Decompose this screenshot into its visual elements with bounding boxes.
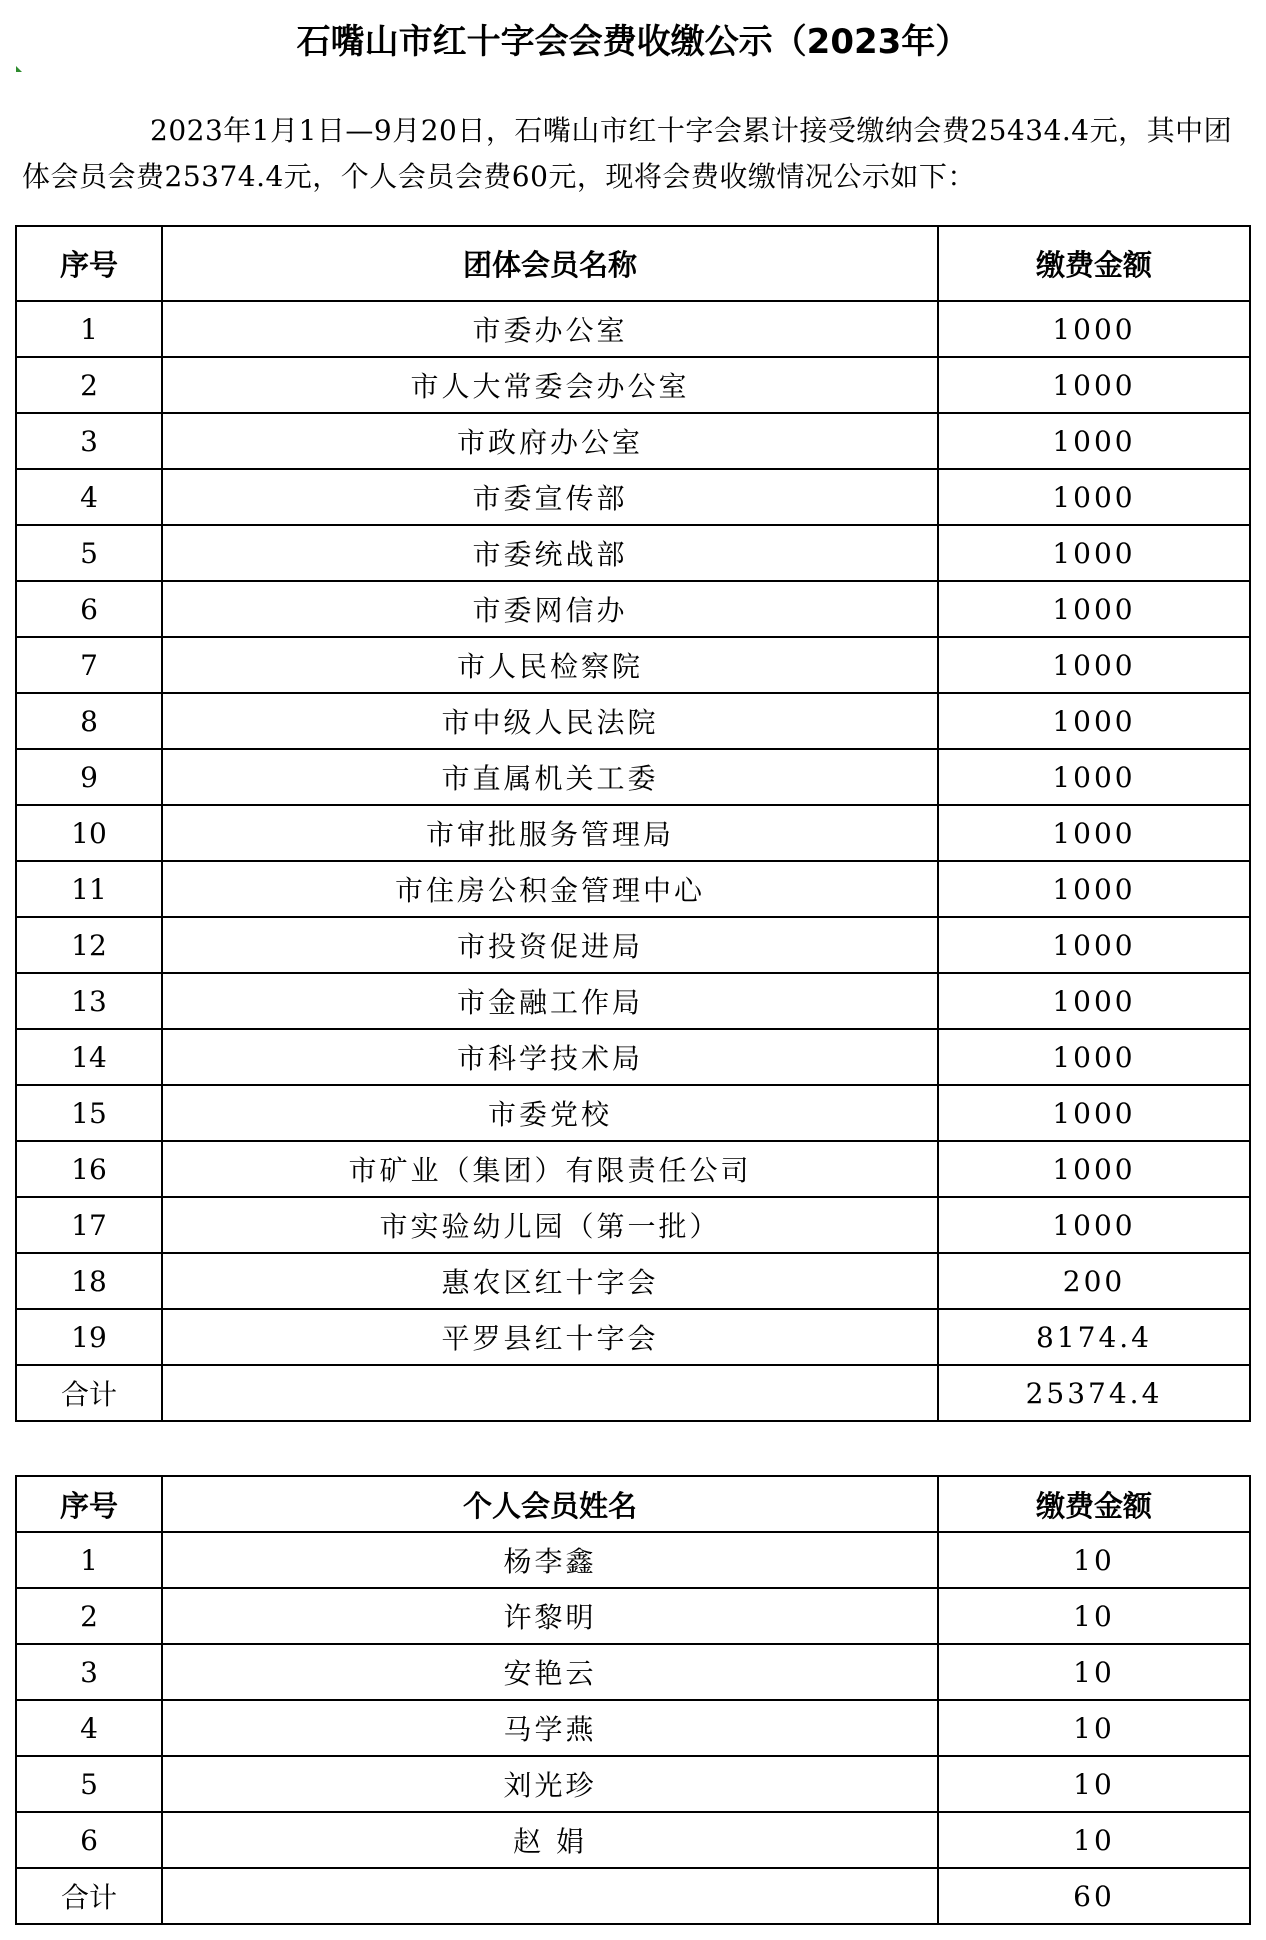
- table-header-row: [16, 1476, 1250, 1532]
- table-row: [16, 1141, 1250, 1197]
- total-amount-cell: 60: [938, 1868, 1250, 1924]
- total-amount-cell: 25374.4: [938, 1365, 1250, 1421]
- row-number-cell: 3: [16, 413, 162, 469]
- table-row: [16, 301, 1250, 357]
- row-number-cell: 10: [16, 805, 162, 861]
- row-number-cell: 15: [16, 1085, 162, 1141]
- member-name-cell: 市中级人民法院: [162, 693, 938, 749]
- table-row: [16, 357, 1250, 413]
- row-number-cell: 5: [16, 525, 162, 581]
- member-name-cell: 安艳云: [162, 1644, 938, 1700]
- table-row: [16, 1197, 1250, 1253]
- table-row: [16, 1253, 1250, 1309]
- member-name-cell: 市政府办公室: [162, 413, 938, 469]
- table-row: [16, 581, 1250, 637]
- member-name-cell: 市委统战部: [162, 525, 938, 581]
- amount-cell: 1000: [938, 581, 1250, 637]
- table-row: [16, 1700, 1250, 1756]
- amount-cell: 1000: [938, 525, 1250, 581]
- amount-cell: 1000: [938, 693, 1250, 749]
- row-number-cell: 6: [16, 1812, 162, 1868]
- amount-cell: 1000: [938, 357, 1250, 413]
- table-row: [16, 693, 1250, 749]
- header-no: 序号: [16, 1476, 162, 1532]
- header-no: 序号: [16, 226, 162, 301]
- amount-cell: 1000: [938, 973, 1250, 1029]
- page-title: 石嘴山市红十字会会费收缴公示（2023年）: [296, 22, 970, 62]
- amount-cell: 1000: [938, 469, 1250, 525]
- amount-cell: 10: [938, 1756, 1250, 1812]
- header-person-name: 个人会员姓名: [162, 1476, 938, 1532]
- row-number-cell: 16: [16, 1141, 162, 1197]
- row-number-cell: 1: [16, 301, 162, 357]
- intro-paragraph: 2023年1月1日—9月20日，石嘴山市红十字会累计接受缴纳会费25434.4元，其中团体会员会费25374.4元，个人会员会费60元，现将会费收缴情况公示如下：: [22, 114, 1233, 193]
- total-label-cell: 合计: [16, 1365, 162, 1421]
- row-number-cell: 18: [16, 1253, 162, 1309]
- member-name-cell: 许黎明: [162, 1588, 938, 1644]
- table-row: [16, 1532, 1250, 1588]
- row-number-cell: 4: [16, 1700, 162, 1756]
- row-number-cell: 12: [16, 917, 162, 973]
- row-number-cell: 4: [16, 469, 162, 525]
- amount-cell: 200: [938, 1253, 1250, 1309]
- table-header-row: [16, 226, 1250, 301]
- amount-cell: 1000: [938, 301, 1250, 357]
- total-label-cell: 合计: [16, 1868, 162, 1924]
- amount-cell: 1000: [938, 1085, 1250, 1141]
- row-number-cell: 2: [16, 357, 162, 413]
- table-row: [16, 973, 1250, 1029]
- amount-cell: 1000: [938, 861, 1250, 917]
- member-name-cell: 杨李鑫: [162, 1532, 938, 1588]
- member-name-cell: 市委宣传部: [162, 469, 938, 525]
- row-number-cell: 9: [16, 749, 162, 805]
- amount-cell: 1000: [938, 1141, 1250, 1197]
- member-name-cell: 市金融工作局: [162, 973, 938, 1029]
- table-row: [16, 861, 1250, 917]
- table-row: [16, 1085, 1250, 1141]
- amount-cell: 1000: [938, 1029, 1250, 1085]
- amount-cell: 10: [938, 1644, 1250, 1700]
- member-name-cell: 市审批服务管理局: [162, 805, 938, 861]
- amount-cell: 8174.4: [938, 1309, 1250, 1365]
- row-number-cell: 8: [16, 693, 162, 749]
- member-name-cell: 市委办公室: [162, 301, 938, 357]
- table-row: [16, 805, 1250, 861]
- member-name-cell: 市委党校: [162, 1085, 938, 1141]
- member-name-cell: 市实验幼儿园（第一批）: [162, 1197, 938, 1253]
- table-row: [16, 749, 1250, 805]
- row-number-cell: 7: [16, 637, 162, 693]
- total-row: [16, 1868, 1250, 1924]
- row-number-cell: 5: [16, 1756, 162, 1812]
- amount-cell: 1000: [938, 749, 1250, 805]
- amount-cell: 10: [938, 1812, 1250, 1868]
- row-number-cell: 2: [16, 1588, 162, 1644]
- individual-member-table: [15, 1475, 1251, 1925]
- row-number-cell: 6: [16, 581, 162, 637]
- row-number-cell: 17: [16, 1197, 162, 1253]
- row-number-cell: 14: [16, 1029, 162, 1085]
- header-group-name: 团体会员名称: [162, 226, 938, 301]
- table-row: [16, 1812, 1250, 1868]
- amount-cell: 10: [938, 1700, 1250, 1756]
- member-name-cell: 市人大常委会办公室: [162, 357, 938, 413]
- row-number-cell: 19: [16, 1309, 162, 1365]
- table-row: [16, 1029, 1250, 1085]
- member-name-cell: 赵 娟: [162, 1812, 938, 1868]
- member-name-cell: 市委网信办: [162, 581, 938, 637]
- amount-cell: 10: [938, 1532, 1250, 1588]
- member-name-cell: 市直属机关工委: [162, 749, 938, 805]
- table-row: [16, 525, 1250, 581]
- member-name-cell: 市住房公积金管理中心: [162, 861, 938, 917]
- table-row: [16, 413, 1250, 469]
- member-name-cell: 马学燕: [162, 1700, 938, 1756]
- row-number-cell: 11: [16, 861, 162, 917]
- member-name-cell: 惠农区红十字会: [162, 1253, 938, 1309]
- amount-cell: 1000: [938, 637, 1250, 693]
- member-name-cell: 市矿业（集团）有限责任公司: [162, 1141, 938, 1197]
- amount-cell: 1000: [938, 1197, 1250, 1253]
- amount-cell: 1000: [938, 805, 1250, 861]
- total-blank-cell: [162, 1868, 938, 1924]
- amount-cell: 1000: [938, 413, 1250, 469]
- total-blank-cell: [162, 1365, 938, 1421]
- table-row: [16, 469, 1250, 525]
- amount-cell: 10: [938, 1588, 1250, 1644]
- header-amount: 缴费金额: [938, 226, 1250, 301]
- table-row: [16, 637, 1250, 693]
- row-number-cell: 13: [16, 973, 162, 1029]
- table-row: [16, 1756, 1250, 1812]
- table-row: [16, 1644, 1250, 1700]
- table-row: [16, 1588, 1250, 1644]
- amount-cell: 1000: [938, 917, 1250, 973]
- table-row: [16, 917, 1250, 973]
- header-amount: 缴费金额: [938, 1476, 1250, 1532]
- member-name-cell: 市投资促进局: [162, 917, 938, 973]
- cell-comment-marker: [16, 66, 22, 72]
- member-name-cell: 市人民检察院: [162, 637, 938, 693]
- table-row: [16, 1309, 1250, 1365]
- total-row: [16, 1365, 1250, 1421]
- row-number-cell: 3: [16, 1644, 162, 1700]
- row-number-cell: 1: [16, 1532, 162, 1588]
- member-name-cell: 市科学技术局: [162, 1029, 938, 1085]
- group-member-table: [15, 225, 1251, 1422]
- member-name-cell: 刘光珍: [162, 1756, 938, 1812]
- member-name-cell: 平罗县红十字会: [162, 1309, 938, 1365]
